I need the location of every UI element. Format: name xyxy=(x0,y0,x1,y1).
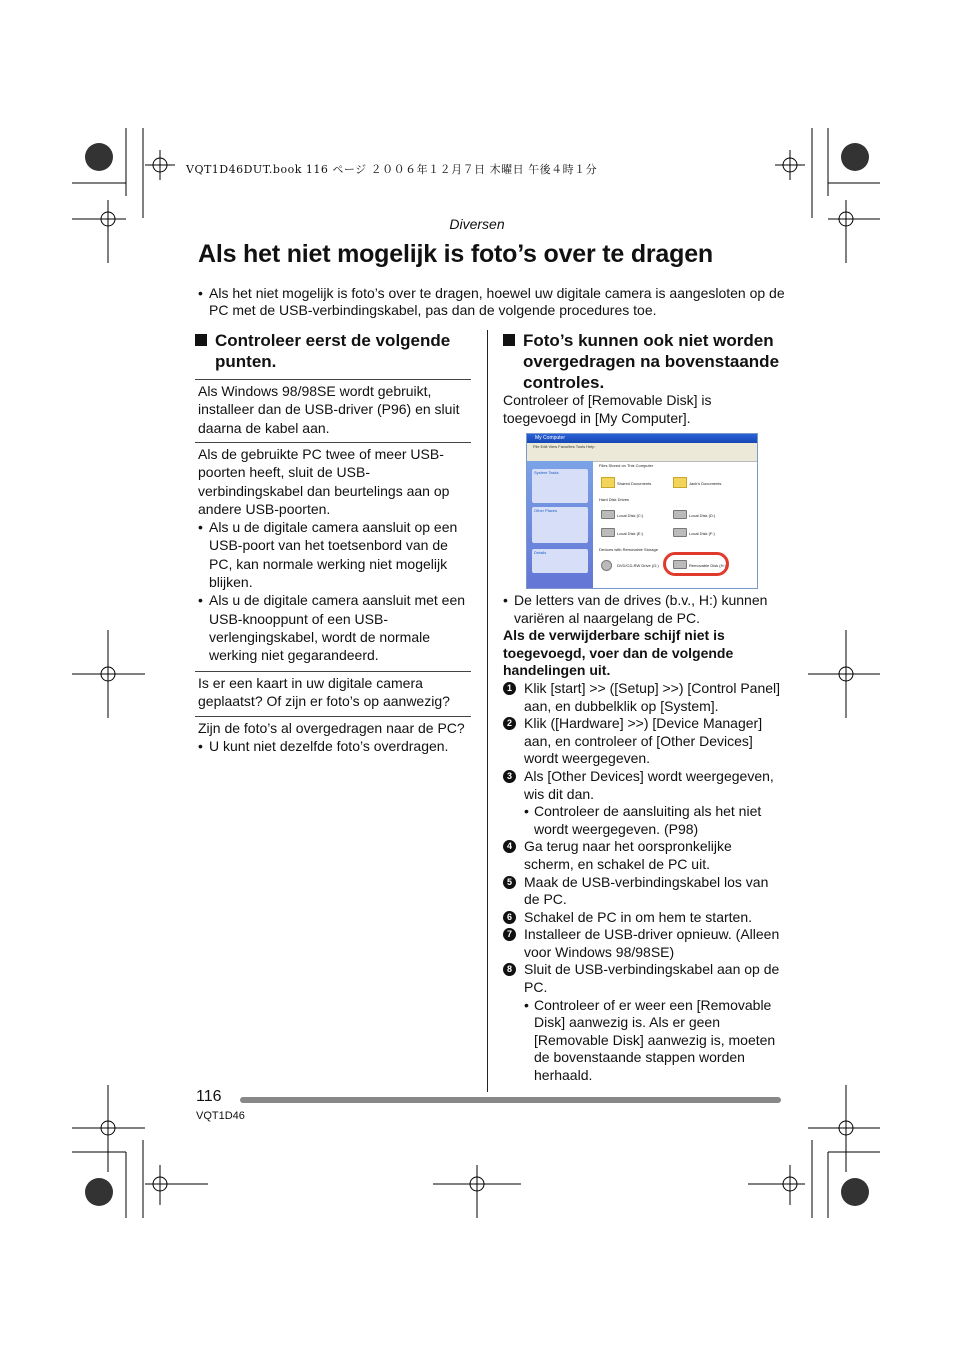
step-number-icon: 6 xyxy=(503,911,516,924)
drive-label: DVD/CD-RW Drive (G:) xyxy=(617,563,659,568)
square-bullet-icon xyxy=(195,334,207,346)
page-title: Als het niet mogelijk is foto’s over te dragen xyxy=(198,240,713,268)
window-titlebar: My Computer xyxy=(527,434,757,443)
check-box-3: Is er een kaart in uw digitale camera geplaatst? Of zijn er foto’s op aanwezig? xyxy=(195,671,471,711)
check-box-1: Als Windows 98/98SE wordt gebruikt, installeer dan de USB-driver (P96) en sluit daarna de kabel aan. xyxy=(195,379,471,437)
group-label: Hard Disk Drives xyxy=(599,497,630,502)
list-item: • U kunt niet dezelfde foto’s overdragen. xyxy=(198,737,468,755)
step-number-icon: 7 xyxy=(503,928,516,941)
drive-icon xyxy=(601,510,615,519)
print-header: VQT1D46DUT.book 116 ページ ２００６年１２月７日 木曜日 午後４時１分 xyxy=(186,163,598,176)
list-item: • Als u de digitale camera aansluit op een USB-poort van het toetsenbord van de PC, kan normale werking niet mogelijk blijken. xyxy=(198,518,468,591)
dvd-drive-icon xyxy=(601,560,612,571)
drive-icon xyxy=(673,510,687,519)
check-box-2: Als de gebruikte PC twee of meer USB-poorten heeft, sluit de USB-verbindingskabel dan beurtelings aan op andere USB-poorten. • Als u de digitale camera aansluit op een USB-poort van het toetsenbord van de PC, kan normale werking niet mogelijk blijken. • Als u de digitale camera aansluit met een USB-knooppunt of een USB-verlengingskabel, wordt de normale werking niet gegarandeerd. xyxy=(195,442,471,665)
drive-label: Local Disk (E:) xyxy=(617,531,644,536)
list-item: • Als u de digitale camera aansluit met een USB-knooppunt of een USB-verlengingskabel, wordt de normale werking niet gegarandeerd. xyxy=(198,591,468,664)
check-box-4: Zijn de foto’s al overgedragen naar de PC? • U kunt niet dezelfde foto’s overdragen. xyxy=(195,716,471,756)
folder-icon xyxy=(601,477,615,488)
group-label: Devices with Removable Storage xyxy=(599,547,658,552)
step-5: 5 Maak de USB-verbindingskabel los van de PC. xyxy=(503,874,781,909)
task-card: Other Places xyxy=(532,507,588,543)
step-8: 8 Sluit de USB-verbindingskabel aan op de PC. xyxy=(503,961,781,996)
intro-text: • Als het niet mogelijk is foto’s over te dragen, hoewel uw digitale camera is aangesloten op de PC met de USB-verbindingskabel, pas dan de volgende procedures toe. xyxy=(198,285,799,319)
bold-note: Als de verwijderbare schijf niet is toegevoegd, voer dan de volgende handelingen uit. xyxy=(503,627,734,679)
step-6: 6 Schakel de PC in om hem te starten. xyxy=(503,909,781,927)
right-heading: Foto’s kunnen ook niet worden overgedragen na bovenstaande controles. xyxy=(503,330,781,393)
step-number-icon: 8 xyxy=(503,963,516,976)
step-3: 3 Als [Other Devices] wordt weergegeven, wis dit dan. xyxy=(503,768,781,803)
folder-label: Shared Documents xyxy=(617,481,652,486)
drive-label: Local Disk (F:) xyxy=(689,531,715,536)
drive-label: Local Disk (C:) xyxy=(617,513,644,518)
step-3-sub: • Controleer de aansluiting als het niet wordt weergegeven. (P98) xyxy=(503,803,781,838)
step-number-icon: 2 xyxy=(503,717,516,730)
drive-icon xyxy=(601,528,615,537)
list-item: • De letters van de drives (b.v., H:) kunnen variëren al naargelang de PC. xyxy=(503,592,781,627)
group-label: Files Stored on This Computer xyxy=(599,463,654,468)
page-number: 116 xyxy=(196,1088,222,1105)
square-bullet-icon xyxy=(503,334,515,346)
step-7: 7 Installeer de USB-driver opnieuw. (Alleen voor Windows 98/98SE) xyxy=(503,926,781,961)
drive-label: Local Disk (D:) xyxy=(689,513,716,518)
footer-bar xyxy=(240,1097,781,1103)
task-pane xyxy=(527,461,593,588)
step-number-icon: 4 xyxy=(503,840,516,853)
right-body xyxy=(503,592,781,1085)
page-code: VQT1D46 xyxy=(196,1110,245,1122)
section-label: Diversen xyxy=(449,216,505,232)
folder-label: Jack's Documents xyxy=(689,481,722,486)
step-8-sub: • Controleer of er weer een [Removable Disk] aanwezig is. Als er geen [Removable Disk] aanwezig is, moeten de bovenstaande stappen worden herhaald. xyxy=(503,997,781,1085)
step-4: 4 Ga terug naar het oorspronkelijke scherm, en schakel de PC uit. xyxy=(503,838,781,873)
drive-icon xyxy=(673,528,687,537)
step-number-icon: 5 xyxy=(503,876,516,889)
task-card: Details xyxy=(532,549,588,573)
left-heading: Controleer eerst de volgende punten. xyxy=(195,330,473,372)
task-card: System Tasks xyxy=(532,469,588,503)
right-intro: Controleer of [Removable Disk] is toegevoegd in [My Computer]. xyxy=(503,392,712,426)
step-number-icon: 3 xyxy=(503,770,516,783)
drive-label: Removable Disk (H:) xyxy=(689,563,726,568)
highlight-circle xyxy=(663,552,729,576)
step-1: 1 Klik [start] >> ([Setup] >>) [Control Panel] aan, en dubbelklik op [System]. xyxy=(503,680,781,715)
column-divider xyxy=(487,330,488,1092)
step-2: 2 Klik ([Hardware] >>) [Device Manager] aan, en controleer of [Other Devices] wordt weergegeven. xyxy=(503,715,781,768)
step-number-icon: 1 xyxy=(503,682,516,695)
window-menubar: File Edit View Favorites Tools Help xyxy=(527,443,757,450)
folder-icon xyxy=(673,477,687,488)
